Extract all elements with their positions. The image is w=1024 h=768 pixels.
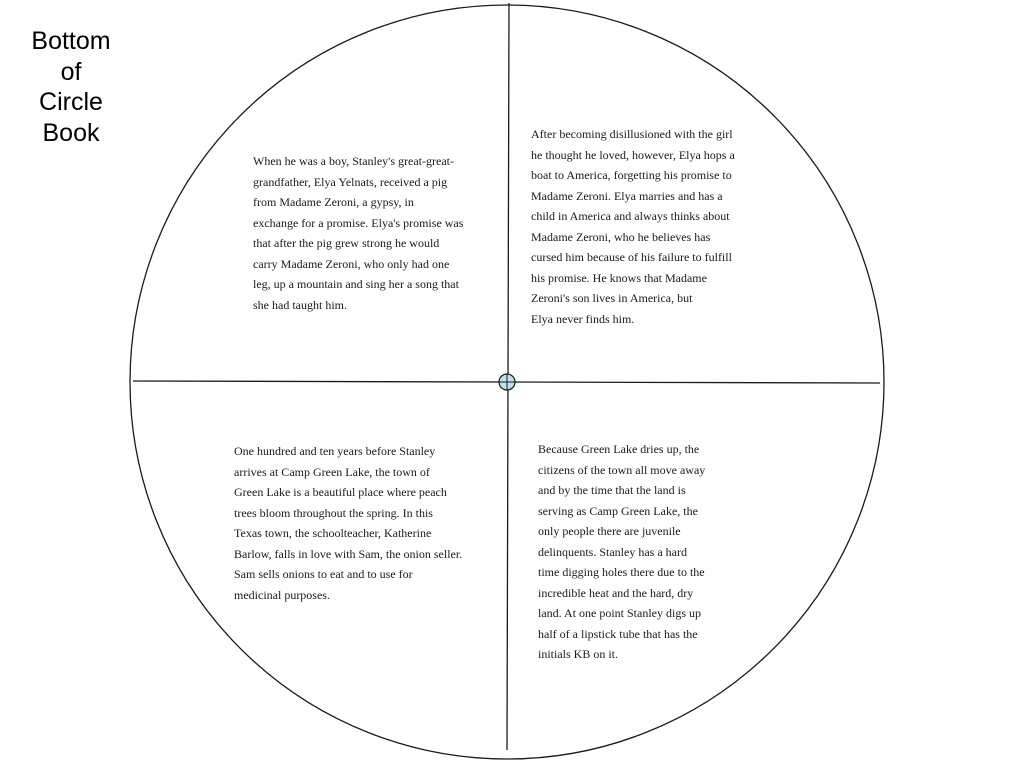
quadrant-text-line: leg, up a mountain and sing her a song that <box>253 277 459 291</box>
title-line: of <box>60 57 82 86</box>
quadrant-text-line: When he was a boy, Stanley's great-great- <box>253 154 454 168</box>
quadrant-text-line: only people there are juvenile <box>538 524 681 538</box>
quadrant-text-line: that after the pig grew strong he would <box>253 236 440 250</box>
quadrant-text-line: from Madame Zeroni, a gypsy, in <box>253 195 414 209</box>
quadrant-text-line: initials KB on it. <box>538 647 619 661</box>
quadrant-text-line: and by the time that the land is <box>538 483 686 497</box>
quadrant-top-right-text <box>531 124 735 329</box>
quadrant-bottom-right-text <box>538 439 705 665</box>
title-line: Circle <box>39 88 103 116</box>
quadrant-text-line: half of a lipstick tube that has the <box>538 626 698 641</box>
quadrant-text-line: boat to America, forgetting his promise to <box>531 168 732 182</box>
quadrant-text-line: One hundred and ten years before Stanley <box>234 444 436 458</box>
quadrant-text-line: Elya never finds him. <box>531 311 635 326</box>
title-line: Bottom <box>31 27 111 55</box>
quadrant-text-line: grandfather, Elya Yelnats, received a pig <box>253 174 448 189</box>
quadrant-text-line: land. At one point Stanley digs up <box>538 606 701 620</box>
quadrant-text-line: she had taught him. <box>253 297 347 312</box>
quadrant-text-line: he thought he loved, however, Elya hops a <box>531 147 735 162</box>
quadrant-text-line: trees bloom throughout the spring. In this <box>234 505 433 520</box>
quadrant-text-line: citizens of the town all move away <box>538 462 706 477</box>
quadrant-text-line: Because Green Lake dries up, the <box>538 442 700 456</box>
quadrant-text-line: child in America and always thinks about <box>531 209 730 223</box>
quadrant-text-line: his promise. He knows that Madame <box>531 270 707 285</box>
quadrant-text-line: time digging holes there due to the <box>538 565 705 579</box>
quadrant-text-line: Barlow, falls in love with Sam, the onion seller. <box>234 546 463 561</box>
quadrant-text-line: Madame Zeroni, who he believes has <box>531 229 711 244</box>
quadrant-text-line: Zeroni's son lives in America, but <box>531 291 693 305</box>
quadrant-text-line: serving as Camp Green Lake, the <box>538 503 698 518</box>
quadrant-text-line: incredible heat and the hard, dry <box>538 585 694 600</box>
quadrant-text-line: After becoming disillusioned with the girl <box>531 127 733 141</box>
quadrant-text-line: Texas town, the schoolteacher, Katherine <box>234 526 432 540</box>
quadrant-text-line: exchange for a promise. Elya's promise was <box>253 215 464 230</box>
quadrant-top-left-text <box>253 151 463 315</box>
quadrant-bottom-left-text <box>234 441 462 605</box>
quadrant-text-line: cursed him because of his failure to fulfill <box>531 250 732 264</box>
quadrant-text-line: arrives at Camp Green Lake, the town of <box>234 464 430 479</box>
quadrant-text-line: Green Lake is a beautiful place where peach <box>234 485 447 499</box>
quadrant-text-line: delinquents. Stanley has a hard <box>538 544 687 559</box>
title-line: Book <box>42 118 100 147</box>
quadrant-text-line: Sam sells onions to eat and to use for <box>234 567 413 581</box>
quadrant-text-line: carry Madame Zeroni, who only had one <box>253 256 450 271</box>
quadrant-text-line: Madame Zeroni. Elya marries and has a <box>531 188 723 203</box>
quadrant-text-line: medicinal purposes. <box>234 587 330 602</box>
